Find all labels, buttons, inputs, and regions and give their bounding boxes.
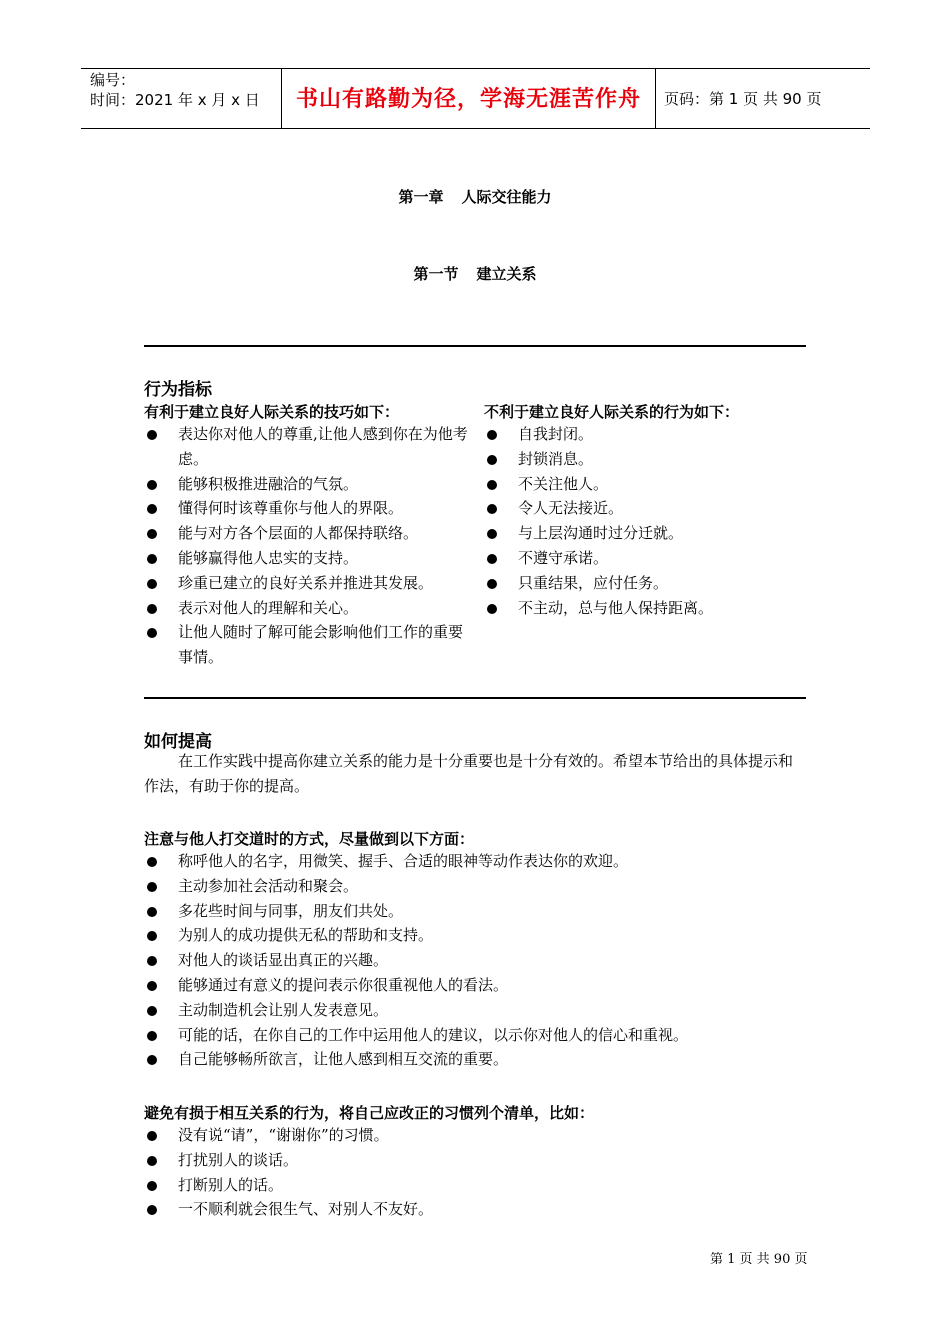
section-heading xyxy=(0,263,950,284)
list-item: 能够赢得他人忠实的支持。 xyxy=(144,546,470,571)
page-footer: 第 1 页 共 90 页 xyxy=(710,1252,808,1267)
document-time-label: 时间：2021 年 x 月 x 日 xyxy=(90,91,260,109)
list-item: 称呼他人的名字，用微笑、握手、合适的眼神等动作表达你的欢迎。 xyxy=(144,849,806,874)
chapter-name: 人际交往能力 xyxy=(461,188,552,206)
list-item: 为别人的成功提供无私的帮助和支持。 xyxy=(144,923,806,948)
list-item: 主动制造机会让别人发表意见。 xyxy=(144,998,806,1023)
header-bottom-rule xyxy=(81,128,870,129)
list-item: 能与对方各个层面的人都保持联络。 xyxy=(144,521,470,546)
list-item: 多花些时间与同事，朋友们共处。 xyxy=(144,899,806,924)
list-item: 没有说“请”，“谢谢你”的习惯。 xyxy=(144,1123,806,1148)
section-name: 建立关系 xyxy=(476,265,537,283)
section-divider xyxy=(144,697,806,699)
list-item: 表达你对他人的尊重,让他人感到你在为他考虑。 xyxy=(144,422,470,472)
avoid-heading: 避免有损于相互关系的行为，将自己应改正的习惯列个清单，比如： xyxy=(144,1104,595,1122)
list-item: 让他人随时了解可能会影响他们工作的重要事情。 xyxy=(144,620,470,670)
list-item: 表示对他人的理解和关心。 xyxy=(144,596,470,621)
header-top-rule xyxy=(81,68,870,69)
header-motto: 书山有路勤为径，学海无涯苦作舟 xyxy=(295,87,641,112)
list-item: 打扰别人的谈话。 xyxy=(144,1148,806,1173)
improve-heading: 如何提高 xyxy=(144,732,212,752)
list-item: 主动参加社会活动和聚会。 xyxy=(144,874,806,899)
list-item: 只重结果，应付任务。 xyxy=(484,571,806,596)
list-item: 自己能够畅所欲言，让他人感到相互交流的重要。 xyxy=(144,1047,806,1072)
negative-list xyxy=(484,422,806,620)
list-item: 自我封闭。 xyxy=(484,422,806,447)
positive-list xyxy=(144,422,470,670)
document-number-label: 编号： xyxy=(90,71,136,89)
header-divider xyxy=(655,68,656,129)
avoid-list xyxy=(144,1123,806,1222)
list-item: 对他人的谈话显出真正的兴趣。 xyxy=(144,948,806,973)
list-item: 令人无法接近。 xyxy=(484,496,806,521)
list-item: 能够通过有意义的提问表示你很重视他人的看法。 xyxy=(144,973,806,998)
list-item: 懂得何时该尊重你与他人的界限。 xyxy=(144,496,470,521)
behavior-heading: 行为指标 xyxy=(144,380,212,400)
list-item: 不遵守承诺。 xyxy=(484,546,806,571)
section-divider xyxy=(144,345,806,347)
positive-heading: 有利于建立良好人际关系的技巧如下： xyxy=(144,403,400,421)
improve-intro: 在工作实践中提高你建立关系的能力是十分重要也是十分有效的。希望本节给出的具体提示和作法，有助于你的提高。 xyxy=(144,752,794,795)
list-item: 不关注他人。 xyxy=(484,472,806,497)
list-item: 一不顺利就会很生气、对别人不友好。 xyxy=(144,1197,806,1222)
attention-heading: 注意与他人打交道时的方式，尽量做到以下方面： xyxy=(144,830,475,848)
negative-heading: 不利于建立良好人际关系的行为如下： xyxy=(484,403,740,421)
section-number: 第一节 xyxy=(413,265,459,283)
list-item: 封锁消息。 xyxy=(484,447,806,472)
list-item: 与上层沟通时过分迁就。 xyxy=(484,521,806,546)
chapter-heading xyxy=(0,186,950,207)
list-item: 能够积极推进融洽的气氛。 xyxy=(144,472,470,497)
chapter-number: 第一章 xyxy=(398,188,444,206)
list-item: 可能的话，在你自己的工作中运用他人的建议，以示你对他人的信心和重视。 xyxy=(144,1023,806,1048)
list-item: 珍重已建立的良好关系并推进其发展。 xyxy=(144,571,470,596)
list-item: 打断别人的话。 xyxy=(144,1173,806,1198)
header-meta xyxy=(90,70,260,110)
list-item: 不主动，总与他人保持距离。 xyxy=(484,596,806,621)
header-page-number: 页码：第 1 页 共 90 页 xyxy=(664,90,822,108)
attention-list xyxy=(144,849,806,1072)
